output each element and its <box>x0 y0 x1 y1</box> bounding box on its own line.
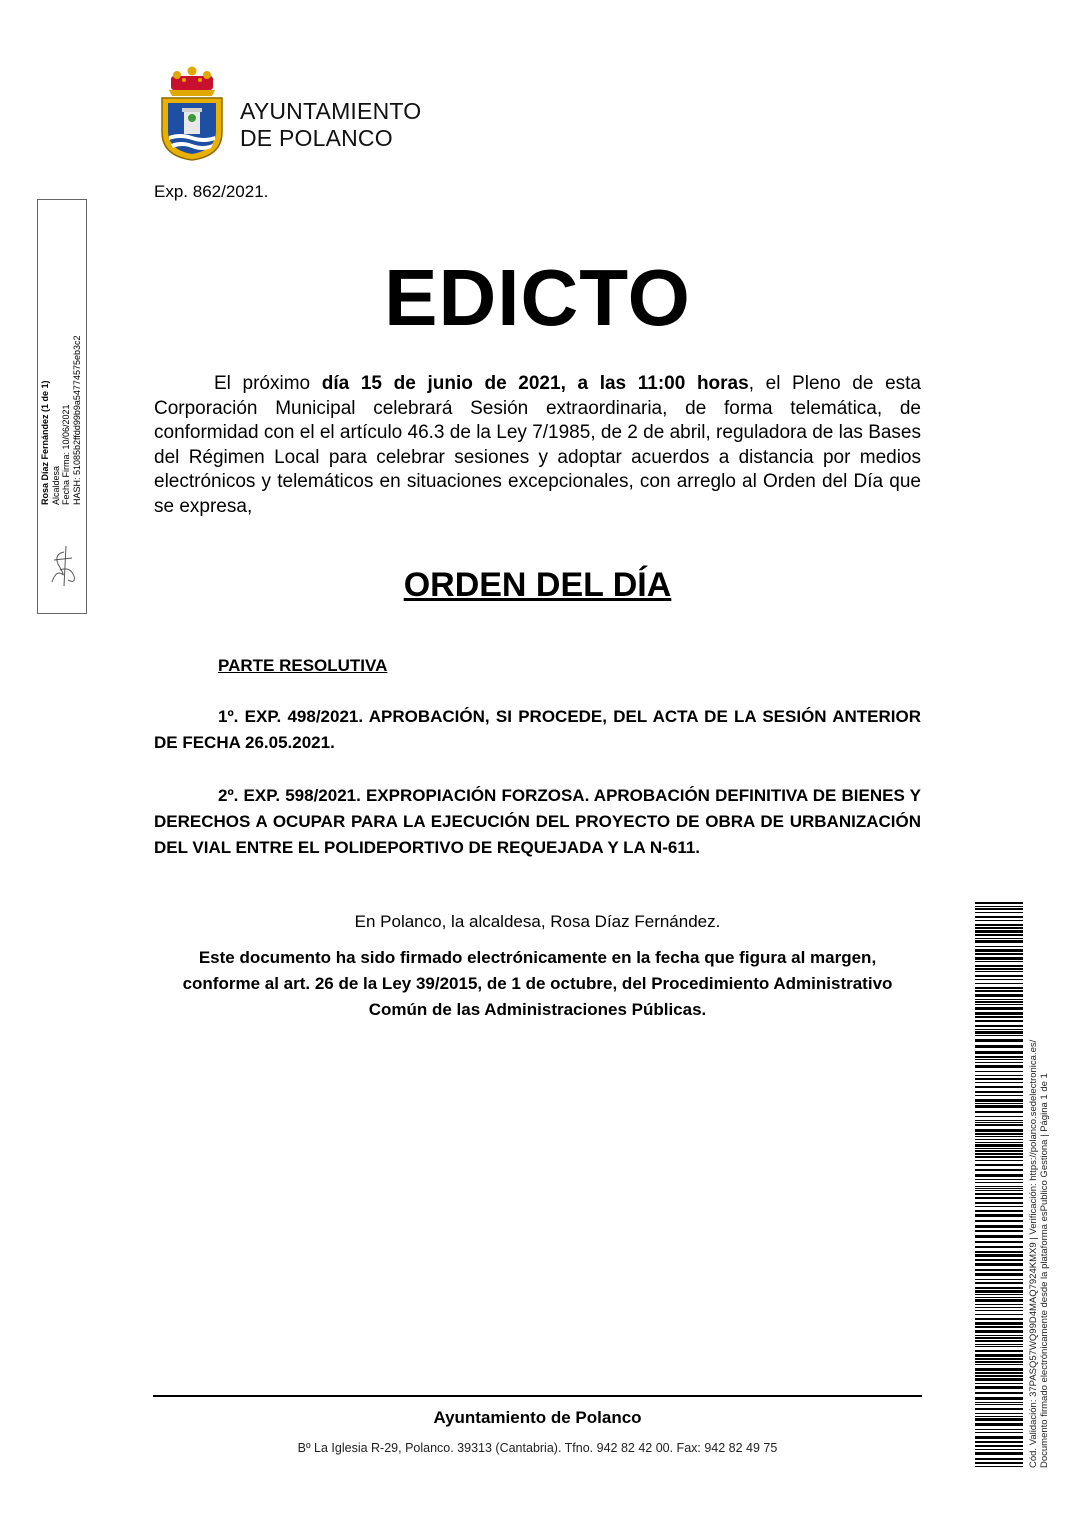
barcode-bar <box>975 916 1023 918</box>
intro-pre: El próximo <box>214 373 322 394</box>
barcode-bar <box>975 1344 1023 1345</box>
barcode-bar <box>975 920 1023 921</box>
barcode-bar <box>975 1350 1023 1352</box>
barcode-bar <box>975 1416 1023 1417</box>
barcode-bar <box>975 1452 1023 1455</box>
agenda-item-2 <box>154 783 921 861</box>
barcode-bar <box>975 1153 1023 1155</box>
barcode-bar <box>975 965 1023 967</box>
barcode-bar <box>975 968 1023 970</box>
barcode-bar <box>975 949 1023 952</box>
barcode-bar <box>975 934 1023 936</box>
barcode-icon <box>975 902 1023 1468</box>
barcode-bar <box>975 1269 1023 1271</box>
barcode-bar <box>975 990 1023 992</box>
barcode-bar <box>975 1160 1023 1161</box>
barcode-bar <box>975 979 1023 980</box>
barcode-bar <box>975 1263 1023 1266</box>
barcode-bar <box>975 1029 1023 1030</box>
barcode-bar <box>975 1462 1023 1464</box>
barcode-bar <box>975 1016 1023 1018</box>
barcode-bar <box>975 1062 1023 1063</box>
expedient-number: Exp. 862/2021. <box>154 182 269 201</box>
barcode-bar <box>975 1182 1023 1183</box>
barcode-bar <box>975 1279 1023 1280</box>
barcode-bar <box>975 924 1023 926</box>
barcode-bar <box>975 1337 1023 1339</box>
signer-role: Alcaldesa <box>50 465 61 505</box>
barcode-bar <box>975 1220 1023 1222</box>
barcode-bar <box>975 1287 1023 1289</box>
barcode-bar <box>975 927 1023 929</box>
barcode-bar <box>975 1095 1023 1096</box>
barcode-bar <box>975 1193 1023 1195</box>
barcode-bar <box>975 1294 1023 1295</box>
barcode-bar <box>975 987 1023 989</box>
barcode-bar <box>975 953 1023 955</box>
barcode-bar <box>975 1202 1023 1204</box>
barcode-bar <box>975 1335 1023 1336</box>
barcode-bar <box>975 975 1023 977</box>
barcode-bar <box>975 1150 1023 1152</box>
intro-paragraph <box>154 372 921 519</box>
barcode-bar <box>975 1392 1023 1394</box>
barcode-bar <box>975 1214 1023 1217</box>
barcode-bar <box>975 938 1023 939</box>
barcode-bar <box>975 1378 1023 1381</box>
barcode-bar <box>975 1078 1023 1080</box>
validation-line-1: Cód. Validación: 37PASQ57WQ99D4MAQ7924KMX9 | Verificación: https://polanco.sedelectronica.es/ <box>1028 1039 1039 1468</box>
barcode-bar <box>975 1129 1023 1132</box>
barcode-bar <box>975 957 1023 960</box>
signature-hash: HASH: 51085b2ffdd99b9a54774575eb3c2 <box>71 335 82 505</box>
legal-notice: Este documento ha sido firmado electrónicamente en la fecha que figura al margen, conforme al art. 26 de la Ley 39/2015, de 1 de octubre, del Procedimiento Administrativo Común de las Administraciones Públicas. <box>182 948 893 1019</box>
barcode-bar <box>975 1372 1023 1374</box>
barcode-bar <box>975 1156 1023 1158</box>
barcode-bar <box>975 1136 1023 1137</box>
handwritten-signature-icon <box>44 540 82 590</box>
barcode-bar <box>975 1307 1023 1308</box>
barcode-bar <box>975 1273 1023 1276</box>
barcode-bar <box>975 930 1023 933</box>
barcode-bar <box>975 940 1023 943</box>
barcode-bar <box>975 1429 1023 1430</box>
barcode-bar <box>975 961 1023 962</box>
barcode-bar <box>975 1059 1023 1060</box>
signature-line: En Polanco, la alcaldesa, Rosa Díaz Fernández. <box>354 912 721 931</box>
barcode-bar <box>975 1039 1023 1042</box>
barcode-bar <box>975 1124 1023 1126</box>
barcode-bar <box>975 1210 1023 1212</box>
barcode-bar <box>975 1383 1023 1384</box>
barcode-bar <box>975 1413 1023 1414</box>
organization-name <box>240 98 421 152</box>
barcode-bar <box>975 1086 1023 1088</box>
barcode-bar <box>975 1241 1023 1243</box>
barcode-bar <box>975 1012 1023 1015</box>
barcode-bar <box>975 1075 1023 1076</box>
org-line-1: AYUNTAMIENTO <box>240 98 422 124</box>
barcode-bar <box>975 1116 1023 1117</box>
barcode-bar <box>975 1020 1023 1022</box>
barcode-bar <box>975 1314 1023 1315</box>
barcode-bar <box>975 1386 1023 1389</box>
org-line-2: DE POLANCO <box>240 125 393 151</box>
footer-address: Bº La Iglesia R-29, Polanco. 39313 (Cantabria). Tfno. 942 82 42 00. Fax: 942 82 49 75 <box>297 1441 778 1455</box>
barcode-bar <box>975 1099 1023 1102</box>
barcode-bar <box>975 1290 1023 1293</box>
barcode-bar <box>975 1299 1023 1302</box>
barcode-bar <box>975 971 1023 972</box>
barcode-bar <box>975 1297 1023 1298</box>
agenda-item-1-text: 1º. EXP. 498/2021. APROBACIÓN, SI PROCEDE, DEL ACTA DE LA SESIÓN ANTERIOR DE FECHA 26.05.2021. <box>154 707 921 752</box>
barcode-bar <box>975 983 1023 984</box>
barcode-bar <box>975 1179 1023 1180</box>
barcode-bar <box>975 1251 1023 1253</box>
barcode-bar <box>975 1282 1023 1284</box>
barcode-bar <box>975 1368 1023 1371</box>
barcode-bar <box>975 1197 1023 1199</box>
barcode-bar <box>975 1139 1023 1140</box>
barcode-bar <box>975 1449 1023 1450</box>
barcode-bar <box>975 1322 1023 1325</box>
barcode-bar <box>975 1045 1023 1048</box>
barcode-bar <box>975 999 1023 1000</box>
barcode-bar <box>975 1354 1023 1357</box>
barcode-bar <box>975 1225 1023 1228</box>
barcode-bar <box>975 906 1023 907</box>
validation-line-2: Documento firmado electrónicamente desde la plataforma esPublico Gestiona | Página 1 de 1 <box>1039 1073 1050 1468</box>
barcode-bar <box>975 1358 1023 1360</box>
barcode-bar <box>975 1144 1023 1147</box>
barcode-bar <box>975 1259 1023 1261</box>
barcode-bar <box>975 1346 1023 1347</box>
barcode-bar <box>975 1142 1023 1143</box>
barcode-bar <box>975 1466 1023 1467</box>
barcode-bar <box>975 1007 1023 1010</box>
barcode-bar <box>975 1230 1023 1232</box>
barcode-bar <box>975 1056 1023 1058</box>
barcode-bar <box>975 1246 1023 1248</box>
agenda-item-2-text: 2º. EXP. 598/2021. EXPROPIACIÓN FORZOSA. APROBACIÓN DEFINITIVA DE BIENES Y DERECHOS A OCUPAR PARA LA EJECUCIÓN DEL PROYECTO DE OBRA DE URBANIZACIÓN DEL VIAL ENTRE EL POLIDEPORTIVO DE REQUEJADA Y LA N-611. <box>154 786 921 857</box>
barcode-bar <box>975 1148 1023 1149</box>
barcode-bar <box>975 1436 1023 1439</box>
barcode-bar <box>975 1418 1023 1421</box>
intro-date: día 15 de junio de 2021, a las 11:00 horas <box>321 373 749 394</box>
barcode-bar <box>975 1408 1023 1410</box>
barcode-bar <box>975 1001 1023 1003</box>
barcode-bar <box>975 1402 1023 1403</box>
barcode-bar <box>975 1105 1023 1108</box>
barcode-bar <box>975 1432 1023 1433</box>
barcode-bar <box>975 1441 1023 1443</box>
barcode-bar <box>975 1458 1023 1460</box>
barcode-bar <box>975 1235 1023 1238</box>
barcode-bar <box>975 1051 1023 1054</box>
barcode-bar <box>975 1423 1023 1426</box>
intro-post: , el Pleno de esta Corporación Municipal celebrará Sesión extraordinaria, de forma telemática, de conformidad con el el artículo 46.3 de la Ley 7/1985, de 2 de abril, reguladora de las Bases del Régimen Local para celebrar sesiones y adoptar acuerdos a distancia por medios electrónicos y telemáticos en situaciones excepcionales, con arreglo al Orden del Día que se expresa, <box>154 373 921 517</box>
agenda-item-1 <box>154 704 921 756</box>
document-title: EDICTO <box>384 253 691 342</box>
barcode-bar <box>975 1361 1023 1363</box>
orden-title <box>0 566 1075 605</box>
barcode-bar <box>975 1445 1023 1447</box>
barcode-bar <box>975 1122 1023 1123</box>
barcode-bar <box>975 1186 1023 1187</box>
barcode-bar <box>975 1035 1023 1036</box>
barcode-bar <box>975 1190 1023 1191</box>
barcode-bar <box>975 1330 1023 1333</box>
barcode-bar <box>975 908 1023 910</box>
barcode-bar <box>975 994 1023 997</box>
barcode-bar <box>975 1004 1023 1005</box>
footer-divider <box>153 1395 922 1397</box>
barcode-bar <box>975 1169 1023 1171</box>
barcode-bar <box>975 1111 1023 1113</box>
barcode-bar <box>975 1318 1023 1320</box>
barcode-bar <box>975 1364 1023 1365</box>
coat-of-arms-logo <box>157 66 227 162</box>
barcode-bar <box>975 1310 1023 1311</box>
barcode-bar <box>975 1404 1023 1405</box>
barcode-bar <box>975 1025 1023 1027</box>
section-heading: PARTE RESOLUTIVA <box>218 656 388 675</box>
barcode-bar <box>975 902 1023 904</box>
barcode-bar <box>975 1304 1023 1305</box>
barcode-bar <box>975 1375 1023 1377</box>
barcode-bar <box>975 1065 1023 1068</box>
barcode-bar <box>975 1340 1023 1342</box>
barcode-bar <box>975 1082 1023 1083</box>
footer-organization: Ayuntamiento de Polanco <box>433 1408 642 1427</box>
barcode-bar <box>975 1103 1023 1104</box>
barcode-bar <box>975 1206 1023 1207</box>
barcode-bar <box>975 1326 1023 1328</box>
barcode-bar <box>975 1071 1023 1072</box>
barcode-bar <box>975 1174 1023 1177</box>
orden-title-text: ORDEN DEL DÍA <box>403 566 672 604</box>
barcode-bar <box>975 1188 1023 1189</box>
barcode-bar <box>975 1164 1023 1166</box>
barcode-bar <box>975 1397 1023 1400</box>
barcode-bar <box>975 946 1023 947</box>
barcode-bar <box>975 912 1023 913</box>
barcode-bar <box>975 1133 1023 1135</box>
barcode-bar <box>975 1031 1023 1034</box>
signature-date: Fecha Firma: 10/06/2021 <box>61 404 71 505</box>
barcode-bar <box>975 1091 1023 1093</box>
signer-name: Rosa Díaz Fernández (1 de 1) <box>40 380 50 505</box>
barcode-bar <box>975 1120 1023 1121</box>
barcode-bar <box>975 1254 1023 1257</box>
